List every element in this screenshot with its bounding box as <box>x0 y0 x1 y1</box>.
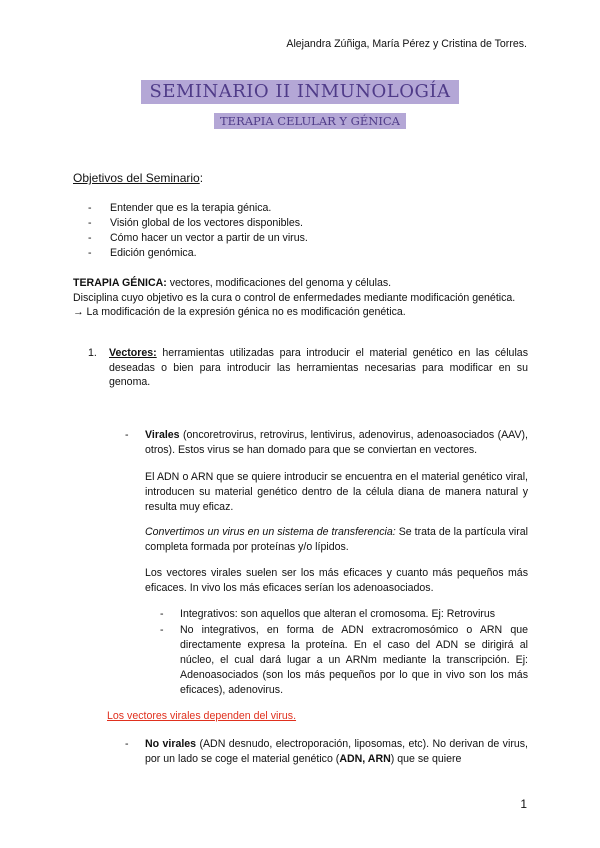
virales-paragraph-3: Los vectores virales suelen ser los más eficaces y cuanto más pequeños más eficaces. In vivo los más eficaces serían los adenoasociados. <box>145 567 528 594</box>
list-item: - Edición genómica. <box>88 247 197 259</box>
vectores-item: 1. Vectores: herramientas utilizadas para introducir el material genético en las células deseadas o bien para introducir las herramientas necesarias para modificar en su genoma. <box>88 347 528 388</box>
virales-paragraph-2: Convertimos un virus en un sistema de transferencia: Se trata de la partícula viral completa formada por proteínas y/o lípidos. <box>145 526 528 553</box>
objectives-heading: Objetivos del Seminario: <box>73 171 204 185</box>
document-subtitle: TERAPIA CELULAR Y GÉNICA <box>214 113 406 129</box>
document-title: SEMINARIO II INMUNOLOGÍA <box>141 80 458 104</box>
no-integrativos-item: - No integrativos, en forma de ADN extracromosómico o ARN que directamente expresa la proteína. En el caso del ADN se dirigirá al núcleo, el cual dará lugar a un ARNm mediante la transcripción. Ej: Adenoasociados (son los más pequeños por lo que in vivo son los más eficaces), adenovirus. <box>160 624 528 696</box>
page-number: 1 <box>520 797 527 811</box>
no-virales-item: - No virales (ADN desnudo, electroporación, liposomas, etc). No derivan de virus, por un lado se coge el material genético (ADN, ARN) que se quiere <box>125 738 528 765</box>
authors-header: Alejandra Zúñiga, María Pérez y Cristina de Torres. <box>286 38 527 50</box>
objectives-list <box>88 201 528 261</box>
red-note: Los vectores virales dependen del virus. <box>107 710 297 722</box>
terapia-genica-paragraph: TERAPIA GÉNICA: vectores, modificaciones del genoma y células. Disciplina cuyo objetivo es la cura o control de enfermedades mediante modificación genética. → La modificación de la expresión génica no es modificación genética. <box>73 277 516 318</box>
list-item: - Cómo hacer un vector a partir de un virus. <box>88 232 308 244</box>
list-item: - Entender que es la terapia génica. <box>88 202 272 214</box>
list-item: - Visión global de los vectores disponibles. <box>88 217 303 229</box>
virales-item: - Virales (oncoretrovirus, retrovirus, lentivirus, adenovirus, adenoasociados (AAV), otros). Estos virus se han domado para que se conviertan en vectores. <box>125 429 528 456</box>
integrativos-item: - Integrativos: son aquellos que alteran el cromosoma. Ej: Retrovirus <box>160 608 496 620</box>
virales-paragraph-1: El ADN o ARN que se quiere introducir se encuentra en el material genético viral, introducen su material genético dentro de la célula diana de manera natural y resulta muy eficaz. <box>145 471 528 513</box>
